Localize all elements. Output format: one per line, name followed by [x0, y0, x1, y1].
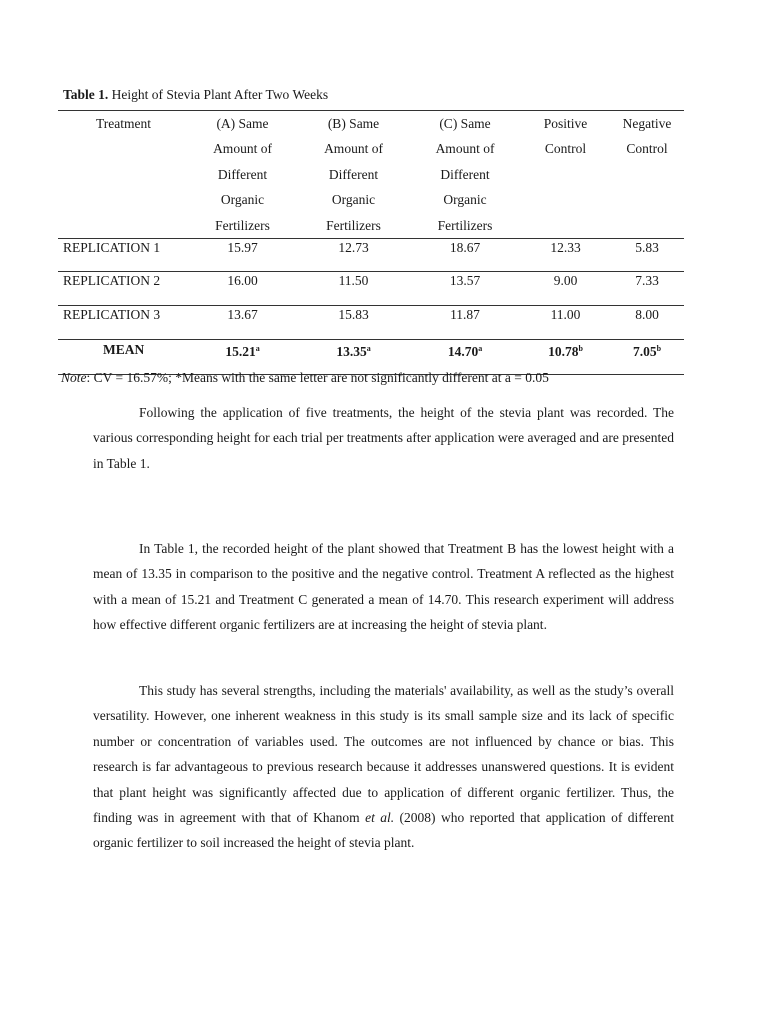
header-line: Organic: [220, 192, 265, 208]
paragraph-text: In Table 1, the recorded height of the plant showed that Treatment B has the lowest height with a mean of 13.35 in comparison to the positive and the negative control. Treatment A reflected as the highest with a mean of 15.21 and Treatment C generated a mean of 14.70. This research experiment will address how effective different organic fertilizers are at increasing the height of stevia plant.: [93, 541, 674, 633]
significance-letter: a: [366, 344, 371, 354]
table-row: [58, 306, 684, 340]
header-line: Organic: [443, 192, 487, 208]
table-cell: 9.00: [553, 273, 578, 289]
header-line: Different: [440, 166, 490, 182]
significance-letter: b: [656, 344, 662, 354]
table-cell: 15.83: [338, 307, 369, 323]
header-line: (B) Same: [327, 116, 380, 131]
header-line: Treatment: [96, 116, 151, 131]
header-line: Fertilizers: [437, 217, 493, 233]
paragraph: [93, 400, 674, 476]
mean-value: 15.21: [225, 344, 256, 360]
table-cell: 5.83: [635, 240, 659, 256]
mean-value: 13.35: [336, 344, 367, 360]
note-label: Note: [61, 370, 87, 385]
header-line: Amount of: [435, 141, 495, 157]
table-cell: 15.97: [227, 240, 258, 256]
header-line: (C) Same: [439, 116, 491, 131]
header-line: Amount of: [213, 141, 272, 157]
paragraph-text: Following the application of five treatments, the height of the stevia plant was recorded. The various corresponding height for each trial per treatments after application were averaged and are presented in Table 1.: [93, 405, 674, 471]
table-cell: 12.73: [338, 240, 369, 256]
header-line: Fertilizers: [326, 217, 381, 233]
table-row: [58, 239, 684, 272]
table-cell: 11.50: [338, 273, 369, 289]
header-line: Fertilizers: [215, 217, 270, 233]
paragraph: [93, 536, 674, 638]
header-line: Control: [544, 141, 587, 157]
table-cell: 8.00: [635, 307, 659, 323]
table-cell: 18.67: [449, 240, 481, 256]
mean-value: 7.05: [632, 344, 657, 360]
table-cell: 16.00: [227, 273, 258, 289]
significance-letter: b: [578, 344, 583, 354]
significance-letter: a: [478, 344, 483, 354]
paragraph-text: This study has several strengths, including the materials' availability, as well as the study’s overall versatility. However, one inherent weakness in this study is its small sample size and its lack of specific number or concentration of variables used. The outcomes are not influenced by chance or bias. This research is far advantageous to previous research because it addresses unanswered questions. It is evident that plant height was significantly affected due to application of different organic fertilizer. Thus, the finding was in agreement with that of Khanom: [93, 683, 674, 826]
header-line: Amount of: [324, 141, 383, 157]
header-positive-control: [521, 111, 610, 239]
table-cell: 7.33: [635, 273, 659, 289]
table-row: [58, 272, 684, 306]
header-line: Negative: [622, 116, 672, 131]
mean-cell: [610, 340, 684, 375]
paragraph-italic: et al.: [365, 810, 395, 826]
row-label: REPLICATION 1: [63, 240, 161, 256]
table-cell: 11.87: [450, 307, 480, 323]
header-line: Control: [626, 141, 668, 157]
table-caption: [63, 87, 328, 103]
significance-letter: a: [255, 344, 260, 354]
table-cell: 11.00: [550, 307, 581, 323]
header-treatment-b: [298, 111, 409, 239]
table-cell: 12.33: [550, 240, 581, 256]
header-line: Positive: [543, 116, 588, 131]
stevia-height-table: [58, 110, 684, 375]
row-label: REPLICATION 3: [63, 307, 161, 323]
header-treatment-a: [187, 111, 298, 239]
mean-label-text: MEAN: [103, 342, 145, 358]
row-label: REPLICATION 2: [63, 273, 161, 289]
paragraph-text: (2008) who reported that application of different organic fertilizer to soil increased the height of stevia plant.: [93, 810, 674, 851]
header-treatment-c: [409, 111, 521, 239]
table-cell: 13.57: [449, 273, 481, 289]
header-line: Different: [217, 166, 268, 182]
mean-value: 10.78: [548, 344, 579, 360]
header-line: (A) Same: [216, 116, 269, 131]
paragraph: [93, 678, 674, 856]
table-caption-text: Height of Stevia Plant After Two Weeks: [111, 87, 329, 102]
header-line: Organic: [331, 192, 376, 208]
note-text: : CV = 16.57%; *Means with the same letter are not significantly different at a = 0.05: [86, 370, 549, 385]
table-note: [61, 370, 549, 386]
table-cell: 13.67: [227, 307, 258, 323]
mean-value: 14.70: [447, 344, 479, 360]
table-caption-label: Table 1.: [63, 87, 109, 102]
table-header-row: [58, 111, 684, 239]
header-line: Different: [328, 166, 379, 182]
header-negative-control: [610, 111, 684, 239]
header-treatment: [58, 111, 187, 239]
